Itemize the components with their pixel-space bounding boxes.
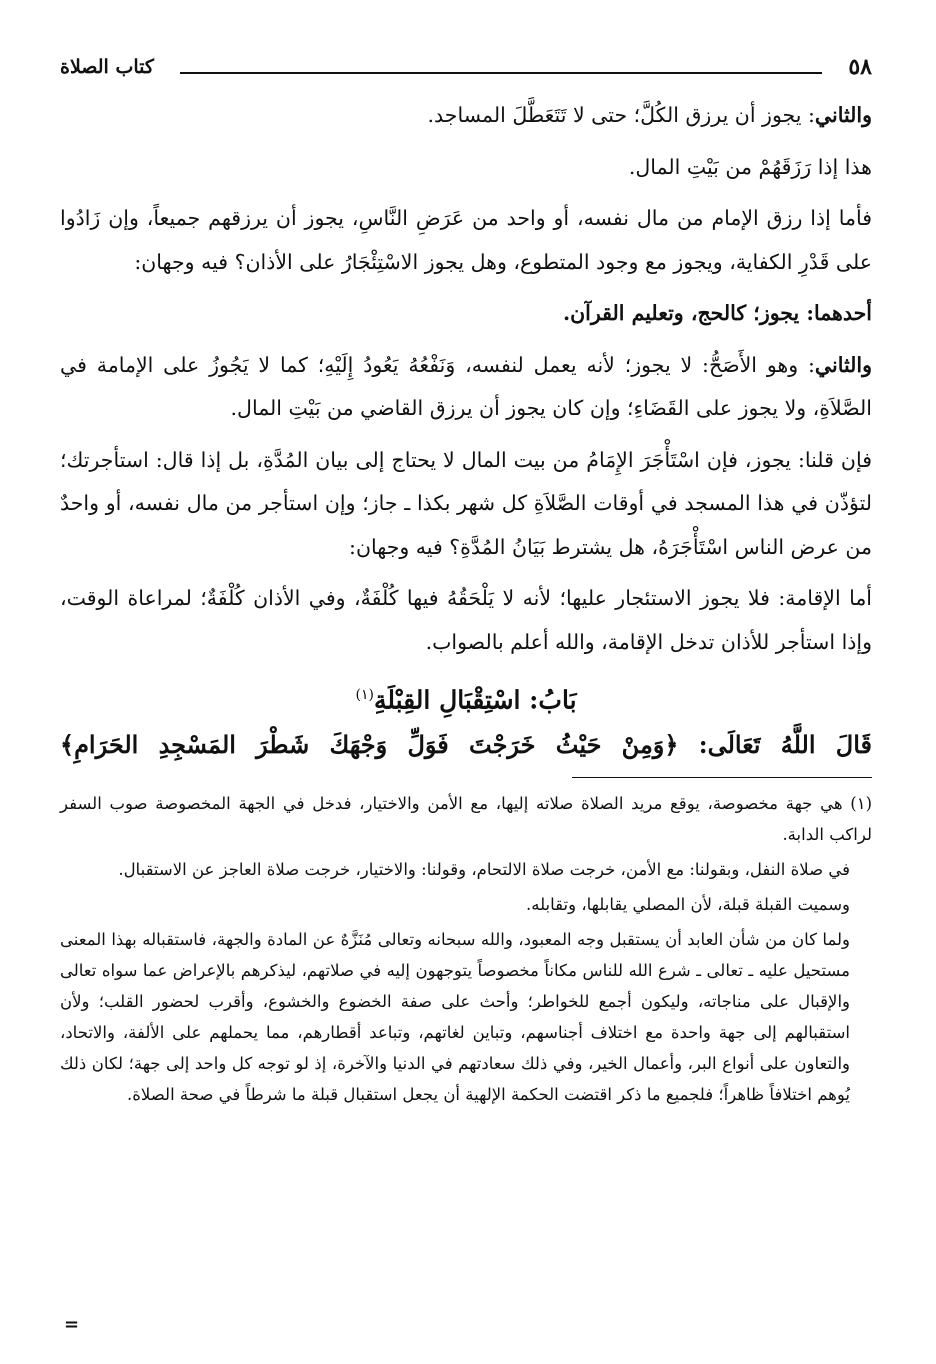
header-rule: [180, 72, 822, 74]
continuation-mark: =: [64, 1314, 80, 1335]
paragraph: [60, 146, 872, 190]
paragraph-text: : يجوز أن يرزق الكُلَّ؛ حتى لا تَتَعَطَّلَ المساجد.: [427, 103, 815, 127]
book-page: [60, 48, 872, 1348]
paragraph-text: أما الإقامة: فلا يجوز الاستئجار عليها؛ لأنه لا يَلْحَقُهُ فيها كُلْفَةٌ، وفي الأذان كُلْفَةٌ؛ لمراعاة الوقت، وإذا استأجر للأذان تدخل الإقامة، والله أعلم بالصواب.: [60, 586, 872, 654]
paragraph-text: : وهو الأَصَحُّ: لا يجوز؛ لأنه يعمل لنفسه، وَنَفْعُهُ يَعُودُ إِلَيْهِ؛ كما لا يَجُوزُ على الإمامة في الصَّلاَةِ، ولا يجوز على القَضَاءِ؛ وإن كان يجوز أن يرزق القاضي من بَيْتِ المال.: [60, 352, 872, 420]
footnote: في صلاة النفل، وبقولنا: مع الأمن، خرجت صلاة الالتحام، وقولنا: والاختيار، خرجت صلاة العاجز عن الاستقبال.: [118, 860, 850, 880]
paragraph: [60, 94, 872, 138]
paragraph-text: فإن قلنا: يجوز، فإن اسْتَأْجَرَ الإِمَامُ من بيت المال لا يحتاج إلى بيان المُدَّةِ، بل إذا قال: استأجرتك؛ لتؤذّن في هذا المسجد في أوقات الصَّلاَةِ كل شهر بكذا ـ جاز؛ وإن استأجر من مال نفسه، أو واحدٌ من عرض الناس اسْتَأْجَرَهُ، هل يشترط بَيَانُ المُدَّةِ؟ فيه وجهان:: [60, 447, 872, 559]
chapter-heading: [60, 672, 872, 723]
footnotes-section: [60, 788, 872, 1110]
footnote-separator: [572, 777, 872, 778]
paragraph: [60, 577, 872, 664]
paragraph: [60, 197, 872, 284]
paragraph-lead: والثاني: [814, 103, 872, 127]
paragraph: [60, 439, 872, 570]
footnote: (١) هي جهة مخصوصة، يوقع مريد الصلاة صلاته إليها، مع الأمن والاختيار، فدخل في الجهة المخصوصة صوب السفر لراكب الدابة.: [60, 794, 872, 845]
quran-verse: قَالَ اللَّهُ تَعَالَى: ﴿وَمِنْ حَيْثُ خَرَجْتَ فَوَلِّ وَجْهَكَ شَطْرَ المَسْجِدِ الحَرَامِ﴾: [60, 730, 872, 760]
paragraph-lead: والثاني: [814, 352, 872, 377]
paragraph-text: فأما إذا رزق الإمام من مال نفسه، أو واحد من عَرَضِ النَّاسِ، يجوز أن يرزقهم جميعاً، وإن زَادُوا على قَدْرِ الكفاية، ويجوز مع وجود المتطوع، وهل يجوز الاسْتِئْجَارُ على الأذان؟ فيه وجهان:: [60, 206, 872, 274]
footnote: وسميت القبلة قبلة، لأن المصلي يقابلها، وتقابله.: [526, 895, 850, 915]
paragraph: [60, 292, 872, 336]
paragraph-text: : يجوز؛ كالحج، وتعليم القرآن.: [562, 301, 814, 325]
footnote: ولما كان من شأن العابد أن يستقبل وجه المعبود، والله سبحانه وتعالى مُنَزَّهٌ عن المادة والجهة، فاستقباله بهذا المعنى مستحيل عليه ـ تعالى ـ شرع الله للناس مكاناً مخصوصاً يتوجهون إليه في صلاتهم، ليذكرهم بالإعراض عما سواه تعالى والإقبال على مناجاته، وليكون أجمع للخواطر؛ وأحث على صفة الخضوع والخشوع، وأقرب لحضور القلب؛ ولأن استقبالهم إلى جهة واحدة مع اختلاف أجناسهم، وتباين لغاتهم، وتباعد أقطارهم، مما يحملهم على الألفة، والاتحاد، والتعاون على أنواع البر، وأعمال الخير، وفي ذلك سعادتهم في الدنيا والآخرة، إذ لو توجه كل واحد إلى جهة؛ لكان ذلك يُوهم اختلافاً ظاهراً؛ فلجميع ما ذكر اقتضت الحكمة الإلهية أن يجعل استقبال قبلة ما شرطاً في صحة الصلاة.: [60, 930, 850, 1105]
main-text: [60, 94, 872, 767]
chapter-title: بَابُ: اسْتِقْبَالِ القِبْلَةِ: [373, 685, 577, 715]
page-number: ٥٨: [848, 54, 872, 80]
footnote-reference: (١): [355, 687, 374, 703]
page-header: [60, 48, 872, 86]
paragraph-text: هذا إذا رَزَقَهُمْ من بَيْتِ المال.: [628, 154, 872, 179]
paragraph-lead: أحدهما: [813, 301, 872, 325]
paragraph: [60, 344, 872, 431]
running-title: كتاب الصلاة: [60, 56, 154, 78]
